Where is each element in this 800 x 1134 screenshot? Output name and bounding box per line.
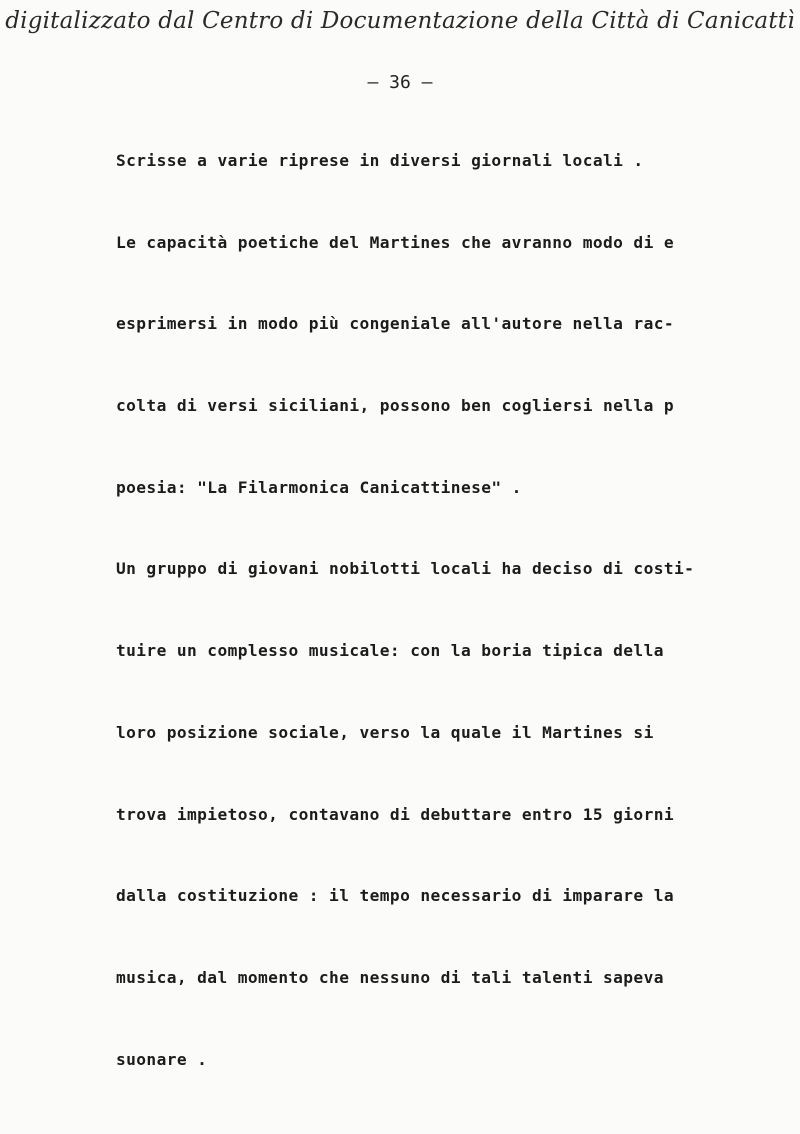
text-line: dalla costituzione : il tempo necessario di imparare la xyxy=(116,886,675,906)
text-line: trova impietoso, contavano di debuttare entro 15 giorni xyxy=(116,804,675,824)
text-line: Le capacità poetiche del Martines che avranno modo di e xyxy=(116,232,675,252)
text-line: tuire un complesso musicale: con la boria tipica della xyxy=(116,641,664,661)
digitization-watermark: digitalizzato dal Centro di Documentazione della Città di Canicattì xyxy=(5,8,795,34)
text-line: poesia: "La Filarmonica Canicattinese" . xyxy=(116,477,522,497)
text-line: suonare . xyxy=(116,1049,208,1069)
page-number: – 36 – xyxy=(367,72,433,93)
text-line: esprimersi in modo più congeniale all'autore nella rac- xyxy=(116,314,675,334)
text-line: loro posizione sociale, verso la quale il Martines si xyxy=(116,722,654,742)
text-line: colta di versi siciliani, possono ben cogliersi nella p xyxy=(116,396,675,416)
body-text xyxy=(116,150,756,1130)
text-line: Un gruppo di giovani nobilotti locali ha deciso di costi- xyxy=(116,559,695,579)
text-line: Scrisse a varie riprese in diversi giornali locali . xyxy=(116,151,644,170)
text-line: musica, dal momento che nessuno di tali talenti sapeva xyxy=(116,967,664,987)
